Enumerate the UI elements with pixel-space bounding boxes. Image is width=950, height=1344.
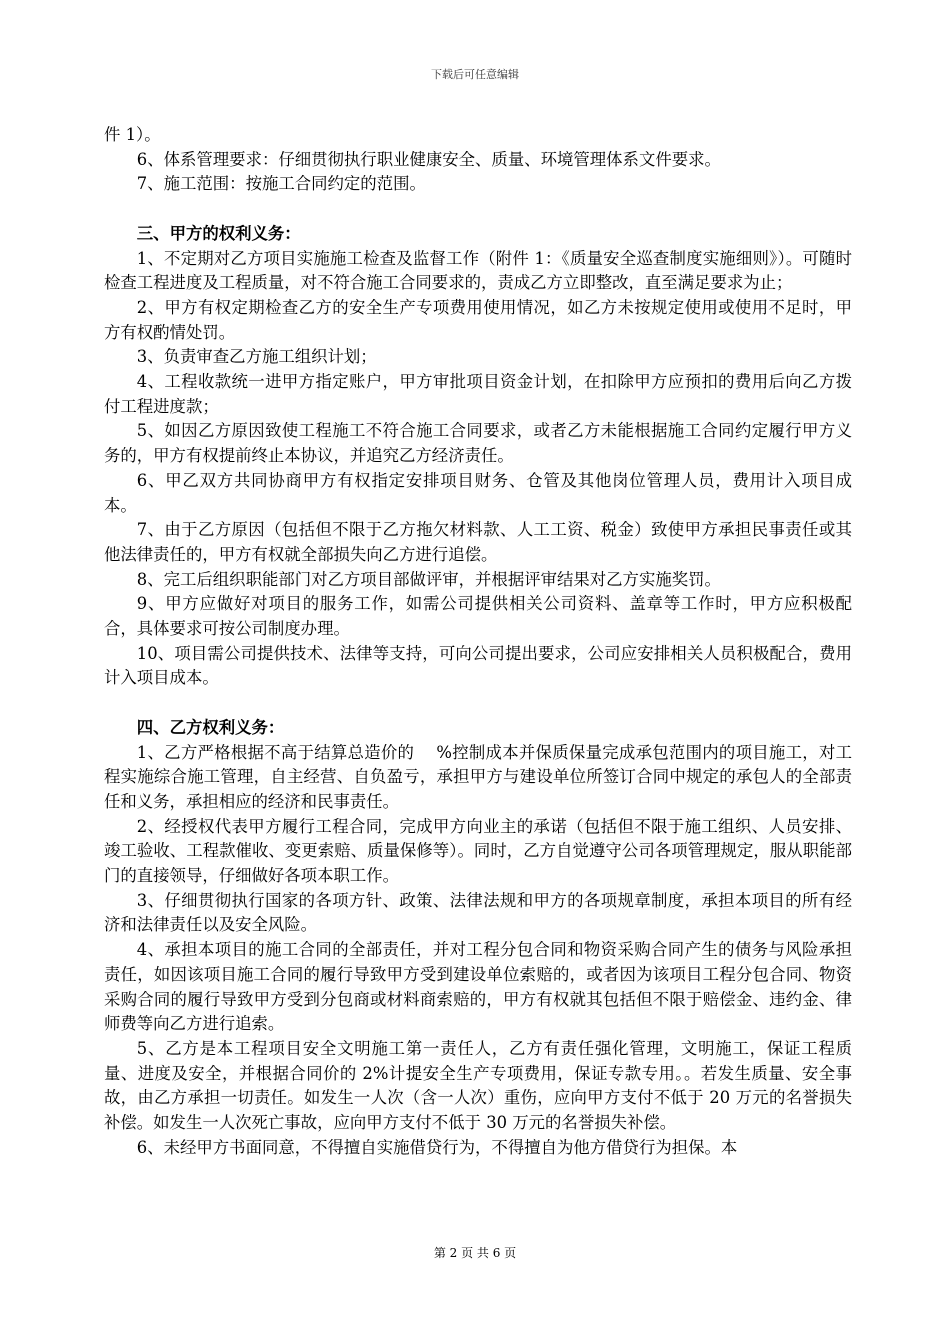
party-a-item: 8、完工后组织职能部门对乙方项目部做评审，并根据评审结果对乙方实施奖罚。: [136, 569, 721, 589]
party-a-item: 1、不定期对乙方项目实施施工检查及监督工作（附件 1：《质量安全巡查制度实施细则》）。可随时检查工程进度及工程质量，对不符合施工合同要求的，责成乙方立即整改，直至满足要求为止；: [104, 248, 852, 293]
paragraph-system-management: 6、体系管理要求：仔细贯彻执行职业健康安全、质量、环境管理体系文件要求。: [136, 149, 721, 169]
section-heading-party-b: 四、乙方权利义务：: [136, 717, 285, 737]
party-b-item: 1、乙方严格根据不高于结算总造价的 %控制成本并保质保量完成承包范围内的项目施工，对工程实施综合施工管理，自主经营、自负盈亏，承担甲方与建设单位所签订合同中规定的承包人的全部责任和义务，承担相应的经济和民事责任。: [104, 742, 852, 811]
party-b-item: 5、乙方是本工程项目安全文明施工第一责任人，乙方有责任强化管理，文明施工，保证工程质量、进度及安全，并根据合同价的 2%计提安全生产专项费用，保证专款专用。。若发生质量、安全事故，由乙方承担一切责任。如发生一人次（含一人次）重伤，应向甲方支付不低于 20 万元的名誉损失补偿。如发生一人次死亡事故，应向甲方支付不低于 30 万元的名誉损失补偿。: [104, 1038, 852, 1133]
party-a-item: 10、项目需公司提供技术、法律等支持，可向公司提出要求，公司应安排相关人员积极配合，费用计入项目成本。: [104, 643, 852, 688]
party-a-item: 3、负责审查乙方施工组织计划；: [136, 347, 377, 367]
page-number-footer: 第 2 页 共 6 页: [433, 1246, 517, 1260]
party-b-item: 4、承担本项目的施工合同的全部责任，并对工程分包合同和物资采购合同产生的债务与风险承担责任，如因该项目施工合同的履行导致甲方受到建设单位索赔的，或者因为该项目工程分包合同、物资采购合同的履行导致甲方受到分包商或材料商索赔的，甲方有权就其包括但不限于赔偿金、违约金、律师费等向乙方进行追索。: [104, 940, 852, 1034]
party-b-item: 6、未经甲方书面同意，不得擅自实施借贷行为，不得擅自为他方借贷行为担保。本: [136, 1137, 738, 1157]
paragraph-continuation: 件 1）。: [104, 125, 161, 144]
party-a-item: 7、由于乙方原因（包括但不限于乙方拖欠材料款、人工工资、税金）致使甲方承担民事责任或其他法律责任的，甲方有权就全部损失向乙方进行追偿。: [104, 520, 852, 564]
party-a-item: 2、甲方有权定期检查乙方的安全生产专项费用使用情况，如乙方未按规定使用或使用不足时，甲方有权酌情处罚。: [104, 297, 852, 342]
section-heading-party-a: 三、甲方的权利义务：: [136, 223, 301, 243]
party-b-item: 2、经授权代表甲方履行工程合同，完成甲方向业主的承诺（包括但不限于施工组织、人员安排、竣工验收、工程款催收、变更索赔、质量保修等）。同时，乙方自觉遵守公司各项管理规定，服从职能部门的直接领导，仔细做好各项本职工作。: [104, 816, 852, 886]
page-header: 下载后可任意编辑: [431, 68, 519, 81]
party-b-item: 3、仔细贯彻执行国家的各项方针、政策、法律法规和甲方的各项规章制度，承担本项目的所有经济和法律责任以及安全风险。: [104, 890, 852, 935]
party-a-item: 9、甲方应做好对项目的服务工作，如需公司提供相关公司资料、盖章等工作时，甲方应积极配合，具体要求可按公司制度办理。: [104, 594, 852, 639]
party-a-item: 6、甲乙双方共同协商甲方有权指定安排项目财务、仓管及其他岗位管理人员，费用计入项目成本。: [104, 470, 852, 515]
party-a-item: 4、工程收款统一进甲方指定账户，甲方审批项目资金计划，在扣除甲方应预扣的费用后向乙方拨付工程进度款；: [104, 372, 852, 416]
paragraph-construction-scope: 7、施工范围：按施工合同约定的范围。: [136, 174, 426, 194]
document-body: [104, 123, 852, 1161]
party-a-item: 5、如因乙方原因致使工程施工不符合施工合同要求，或者乙方未能根据施工合同约定履行甲方义务的，甲方有权提前终止本协议，并追究乙方经济责任。: [104, 421, 852, 466]
